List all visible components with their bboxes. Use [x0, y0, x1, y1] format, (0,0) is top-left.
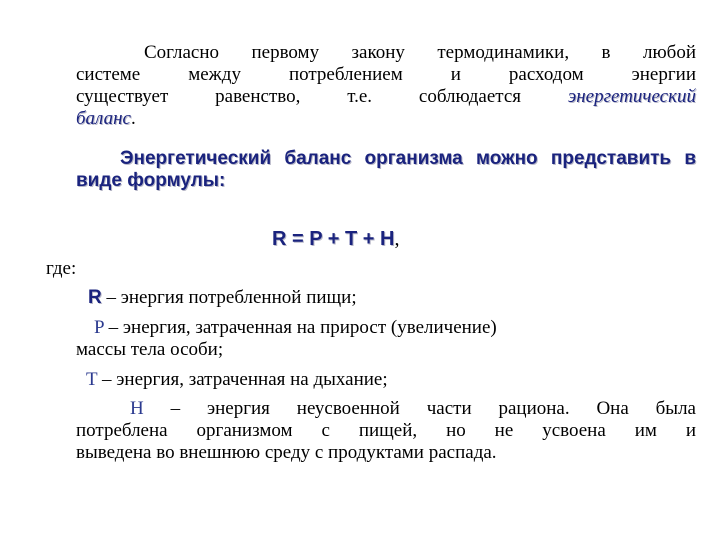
intro-line-1: Согласно первому закону термодинамики, в любой — [144, 42, 696, 63]
intro-line-4 — [76, 108, 696, 130]
definitions — [76, 287, 696, 309]
def-p-line-2: массы тела особи; — [76, 339, 224, 360]
balance-term: баланс — [76, 108, 131, 129]
def-t — [76, 369, 696, 391]
p-text: – энергия, затраченная на прирост (увеличение) — [103, 317, 497, 338]
formula-tail: , — [394, 228, 400, 250]
r-text: – энергия потребленной пищи; — [101, 287, 357, 308]
energy-term: энергетический — [567, 86, 696, 107]
balance-line-2: виде формулы: — [76, 170, 226, 191]
intro-line-3 — [76, 86, 696, 108]
def-r — [76, 287, 696, 309]
h-symbol: Н — [130, 398, 144, 419]
balance-paragraph — [76, 148, 696, 192]
t-symbol: T — [86, 369, 98, 390]
intro-line-3-text: существует равенство, т.е. соблюдается — [76, 86, 568, 107]
def-h — [76, 398, 696, 420]
intro-paragraph — [76, 42, 696, 130]
p-symbol: P — [94, 317, 104, 338]
h-text-1: – энергия неусвоенной части рациона. Она была — [143, 398, 696, 419]
def-t-block — [76, 369, 696, 391]
def-p — [76, 317, 696, 339]
t-text: – энергия, затраченная на дыхание; — [97, 369, 388, 390]
def-h-line-2: потреблена организмом с пищей, но не усвоена им и — [76, 420, 696, 441]
formula — [272, 228, 399, 251]
def-h-block — [76, 398, 696, 464]
def-p-block — [76, 317, 696, 361]
intro-line-2: системе между потреблением и расходом энергии — [76, 64, 696, 85]
where-label: где: — [46, 258, 77, 279]
r-symbol: R — [88, 287, 102, 308]
def-h-line-3: выведена во внешнюю среду с продуктами распада. — [76, 442, 497, 463]
intro-line-4-tail: . — [130, 108, 136, 129]
balance-line-1: Энергетический баланс организма можно представить в — [120, 148, 696, 169]
formula-text: R = P + T + H — [272, 228, 395, 250]
